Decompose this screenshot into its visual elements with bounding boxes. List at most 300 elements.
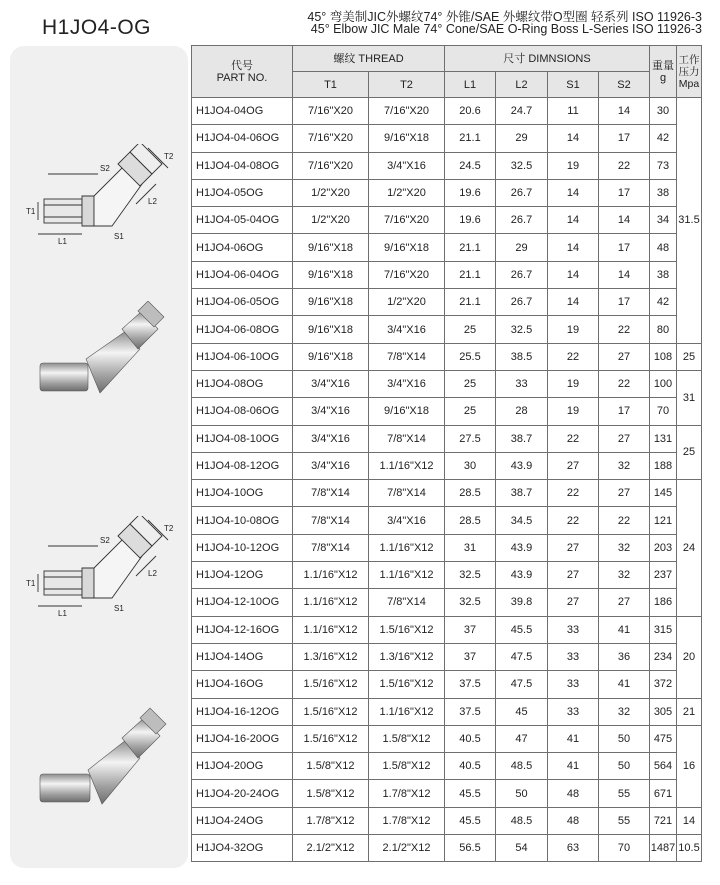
- cell-weight: 186: [650, 589, 677, 616]
- cell-t1: 9/16"X18: [293, 234, 369, 261]
- table-row: [192, 562, 702, 589]
- cell-l2: 50: [496, 780, 548, 807]
- cell-s2: 22: [599, 370, 650, 397]
- table-row: [192, 698, 702, 725]
- cell-l1: 25: [445, 398, 496, 425]
- cell-weight: 145: [650, 480, 677, 507]
- cell-part-no: H1JO4-05-04OG: [192, 207, 293, 234]
- cell-t2: 1.1/16"X12: [369, 698, 445, 725]
- cell-t1: 1.5/16"X12: [293, 698, 369, 725]
- cell-t1: 1/2"X20: [293, 207, 369, 234]
- cell-l2: 28: [496, 398, 548, 425]
- cell-s1: 33: [548, 616, 599, 643]
- cell-l1: 37.5: [445, 698, 496, 725]
- cell-t2: 1.5/8"X12: [369, 753, 445, 780]
- cell-l1: 28.5: [445, 507, 496, 534]
- table-row: [192, 398, 702, 425]
- cell-t2: 1.3/16"X12: [369, 643, 445, 670]
- cell-t2: 1/2"X20: [369, 289, 445, 316]
- table-row: [192, 480, 702, 507]
- cell-weight: 121: [650, 507, 677, 534]
- cell-weight: 73: [650, 152, 677, 179]
- cell-part-no: H1JO4-06-08OG: [192, 316, 293, 343]
- cell-pressure: 25: [677, 343, 702, 370]
- table-row: [192, 507, 702, 534]
- cell-t2: 3/4"X16: [369, 507, 445, 534]
- dim-label-l1: L1: [58, 609, 67, 618]
- cell-weight: 38: [650, 261, 677, 288]
- cell-part-no: H1JO4-06OG: [192, 234, 293, 261]
- table-row: [192, 179, 702, 206]
- cell-s1: 14: [548, 289, 599, 316]
- cell-l2: 38.7: [496, 480, 548, 507]
- table-row: [192, 370, 702, 397]
- cell-l1: 40.5: [445, 725, 496, 752]
- table-row: [192, 589, 702, 616]
- cell-part-no: H1JO4-10-12OG: [192, 534, 293, 561]
- subtitle-chinese: 45° 弯美制JIC外螺纹74° 外锥/SAE 外螺纹带O型圈 轻系列 ISO 11926-3: [307, 10, 702, 24]
- cell-t1: 1/2"X20: [293, 179, 369, 206]
- cell-l2: 26.7: [496, 289, 548, 316]
- cell-weight: 1487: [650, 835, 677, 862]
- dim-label-l2: L2: [148, 569, 157, 578]
- table-row: [192, 125, 702, 152]
- cell-s2: 55: [599, 780, 650, 807]
- cell-l1: 40.5: [445, 753, 496, 780]
- table-row: [192, 807, 702, 834]
- cell-t1: 2.1/2"X12: [293, 835, 369, 862]
- cell-part-no: H1JO4-06-10OG: [192, 343, 293, 370]
- cell-t1: 9/16"X18: [293, 316, 369, 343]
- cell-t2: 1.5/16"X12: [369, 671, 445, 698]
- cell-s2: 17: [599, 179, 650, 206]
- cell-part-no: H1JO4-12OG: [192, 562, 293, 589]
- cell-part-no: H1JO4-08-06OG: [192, 398, 293, 425]
- cell-l1: 21.1: [445, 261, 496, 288]
- cell-s1: 33: [548, 643, 599, 670]
- cell-t2: 1.1/16"X12: [369, 534, 445, 561]
- cell-part-no: H1JO4-12-10OG: [192, 589, 293, 616]
- cell-weight: 237: [650, 562, 677, 589]
- cell-weight: 234: [650, 643, 677, 670]
- cell-l2: 26.7: [496, 261, 548, 288]
- cell-weight: 70: [650, 398, 677, 425]
- cell-s2: 17: [599, 125, 650, 152]
- cell-t2: 7/8"X14: [369, 480, 445, 507]
- cell-l2: 34.5: [496, 507, 548, 534]
- cell-part-no: H1JO4-04-08OG: [192, 152, 293, 179]
- cell-t1: 7/16"X20: [293, 152, 369, 179]
- cell-s1: 22: [548, 507, 599, 534]
- cell-weight: 42: [650, 125, 677, 152]
- cell-s1: 33: [548, 671, 599, 698]
- cell-part-no: H1JO4-20OG: [192, 753, 293, 780]
- cell-l2: 47.5: [496, 643, 548, 670]
- cell-l1: 37: [445, 643, 496, 670]
- cell-t2: 7/16"X20: [369, 98, 445, 125]
- cell-weight: 131: [650, 425, 677, 452]
- cell-t1: 1.5/8"X12: [293, 780, 369, 807]
- header-part-no-en: PART NO.: [216, 71, 268, 84]
- table-row: [192, 261, 702, 288]
- cell-t2: 1.7/8"X12: [369, 780, 445, 807]
- product-photo-bottom: [30, 706, 170, 816]
- cell-part-no: H1JO4-06-05OG: [192, 289, 293, 316]
- dimension-drawing-top: [18, 144, 183, 249]
- cell-s2: 22: [599, 507, 650, 534]
- dim-label-t1: T1: [26, 207, 36, 216]
- dim-label-l1: L1: [58, 237, 67, 246]
- cell-t2: 1.7/8"X12: [369, 807, 445, 834]
- table-row: [192, 316, 702, 343]
- cell-s2: 50: [599, 753, 650, 780]
- header-t1: T1: [293, 72, 369, 98]
- header-t2: T2: [369, 72, 445, 98]
- cell-t2: 7/16"X20: [369, 207, 445, 234]
- cell-l1: 21.1: [445, 125, 496, 152]
- cell-s1: 19: [548, 370, 599, 397]
- cell-weight: 475: [650, 725, 677, 752]
- table-row: [192, 207, 702, 234]
- cell-l2: 45.5: [496, 616, 548, 643]
- spec-table-body: [192, 98, 702, 862]
- cell-s2: 17: [599, 234, 650, 261]
- cell-s2: 32: [599, 534, 650, 561]
- header-l1: L1: [445, 72, 496, 98]
- cell-t1: 1.7/8"X12: [293, 807, 369, 834]
- dim-label-l2: L2: [148, 197, 157, 206]
- cell-l1: 32.5: [445, 562, 496, 589]
- cell-part-no: H1JO4-08-10OG: [192, 425, 293, 452]
- cell-part-no: H1JO4-16OG: [192, 671, 293, 698]
- cell-l2: 33: [496, 370, 548, 397]
- cell-pressure: 16: [677, 725, 702, 807]
- cell-weight: 48: [650, 234, 677, 261]
- cell-l1: 19.6: [445, 179, 496, 206]
- dim-label-s2: S2: [100, 164, 110, 173]
- cell-t1: 9/16"X18: [293, 261, 369, 288]
- cell-l2: 45: [496, 698, 548, 725]
- cell-weight: 372: [650, 671, 677, 698]
- subtitle-english: 45° Elbow JIC Male 74° Cone/SAE O-Ring Boss L-Series ISO 11926-3: [310, 22, 702, 36]
- table-row: [192, 152, 702, 179]
- header-part-no-cn: 代号: [231, 59, 253, 72]
- cell-l1: 24.5: [445, 152, 496, 179]
- cell-l1: 45.5: [445, 807, 496, 834]
- cell-s1: 27: [548, 534, 599, 561]
- table-row: [192, 425, 702, 452]
- cell-s1: 22: [548, 425, 599, 452]
- cell-s1: 14: [548, 261, 599, 288]
- cell-pressure: 31.5: [677, 98, 702, 344]
- cell-weight: 671: [650, 780, 677, 807]
- cell-s2: 70: [599, 835, 650, 862]
- cell-t2: 1.1/16"X12: [369, 562, 445, 589]
- cell-part-no: H1JO4-08-12OG: [192, 452, 293, 479]
- cell-weight: 42: [650, 289, 677, 316]
- cell-l2: 47: [496, 725, 548, 752]
- cell-s1: 27: [548, 452, 599, 479]
- cell-s1: 11: [548, 98, 599, 125]
- cell-part-no: H1JO4-10-08OG: [192, 507, 293, 534]
- cell-t1: 7/8"X14: [293, 480, 369, 507]
- cell-s1: 27: [548, 589, 599, 616]
- cell-l1: 19.6: [445, 207, 496, 234]
- cell-s2: 22: [599, 152, 650, 179]
- cell-s1: 14: [548, 179, 599, 206]
- cell-s1: 33: [548, 698, 599, 725]
- cell-pressure: 14: [677, 807, 702, 834]
- cell-s2: 22: [599, 316, 650, 343]
- cell-s1: 19: [548, 152, 599, 179]
- header-weight-cn: 重量: [652, 59, 674, 72]
- cell-part-no: H1JO4-10OG: [192, 480, 293, 507]
- cell-t1: 3/4"X16: [293, 398, 369, 425]
- cell-t2: 9/16"X18: [369, 234, 445, 261]
- cell-l2: 29: [496, 234, 548, 261]
- header-pressure-cn: 工作压力: [678, 53, 700, 78]
- cell-l2: 24.7: [496, 98, 548, 125]
- cell-s1: 41: [548, 753, 599, 780]
- cell-l1: 27.5: [445, 425, 496, 452]
- cell-l2: 26.7: [496, 207, 548, 234]
- cell-l2: 48.5: [496, 807, 548, 834]
- cell-part-no: H1JO4-04-06OG: [192, 125, 293, 152]
- cell-l2: 43.9: [496, 562, 548, 589]
- header-weight-unit: g: [659, 71, 667, 84]
- cell-l2: 54: [496, 835, 548, 862]
- cell-t1: 7/16"X20: [293, 125, 369, 152]
- cell-s2: 36: [599, 643, 650, 670]
- cell-t2: 9/16"X18: [369, 125, 445, 152]
- cell-t1: 9/16"X18: [293, 289, 369, 316]
- cell-weight: 34: [650, 207, 677, 234]
- dim-label-s2: S2: [100, 536, 110, 545]
- cell-s1: 14: [548, 234, 599, 261]
- cell-l1: 45.5: [445, 780, 496, 807]
- spec-table: [191, 45, 702, 862]
- cell-t1: 7/8"X14: [293, 534, 369, 561]
- cell-l2: 48.5: [496, 753, 548, 780]
- cell-s1: 14: [548, 207, 599, 234]
- cell-weight: 315: [650, 616, 677, 643]
- cell-part-no: H1JO4-16-12OG: [192, 698, 293, 725]
- cell-l1: 25: [445, 370, 496, 397]
- cell-t1: 3/4"X16: [293, 425, 369, 452]
- header-pressure: [677, 46, 702, 98]
- table-row: [192, 643, 702, 670]
- cell-l2: 39.8: [496, 589, 548, 616]
- cell-t1: 7/16"X20: [293, 98, 369, 125]
- cell-l1: 21.1: [445, 234, 496, 261]
- product-photo-top: [30, 301, 170, 406]
- cell-s2: 14: [599, 261, 650, 288]
- cell-t1: 3/4"X16: [293, 452, 369, 479]
- dim-label-t2: T2: [164, 524, 174, 533]
- cell-pressure: 25: [677, 425, 702, 480]
- table-row: [192, 725, 702, 752]
- cell-pressure: 10.5: [677, 835, 702, 862]
- figure-panel: [10, 46, 188, 868]
- table-row: [192, 616, 702, 643]
- cell-l1: 56.5: [445, 835, 496, 862]
- cell-part-no: H1JO4-12-16OG: [192, 616, 293, 643]
- cell-t1: 3/4"X16: [293, 370, 369, 397]
- cell-l1: 32.5: [445, 589, 496, 616]
- cell-l2: 29: [496, 125, 548, 152]
- cell-t2: 3/4"X16: [369, 370, 445, 397]
- header-s2: S2: [599, 72, 650, 98]
- cell-t1: 1.1/16"X12: [293, 616, 369, 643]
- cell-l2: 32.5: [496, 152, 548, 179]
- cell-part-no: H1JO4-16-20OG: [192, 725, 293, 752]
- cell-s2: 41: [599, 616, 650, 643]
- table-row: [192, 534, 702, 561]
- cell-weight: 80: [650, 316, 677, 343]
- cell-part-no: H1JO4-32OG: [192, 835, 293, 862]
- cell-t1: 9/16"X18: [293, 343, 369, 370]
- cell-l1: 20.6: [445, 98, 496, 125]
- cell-weight: 564: [650, 753, 677, 780]
- cell-l1: 37.5: [445, 671, 496, 698]
- cell-s2: 14: [599, 207, 650, 234]
- cell-s2: 41: [599, 671, 650, 698]
- cell-s2: 55: [599, 807, 650, 834]
- cell-l1: 37: [445, 616, 496, 643]
- cell-weight: 188: [650, 452, 677, 479]
- table-row: [192, 452, 702, 479]
- cell-s2: 14: [599, 98, 650, 125]
- cell-s2: 27: [599, 480, 650, 507]
- cell-s1: 48: [548, 780, 599, 807]
- cell-weight: 100: [650, 370, 677, 397]
- cell-t1: 1.1/16"X12: [293, 562, 369, 589]
- cell-s1: 19: [548, 316, 599, 343]
- cell-l2: 43.9: [496, 452, 548, 479]
- cell-l2: 38.5: [496, 343, 548, 370]
- cell-part-no: H1JO4-20-24OG: [192, 780, 293, 807]
- cell-pressure: 20: [677, 616, 702, 698]
- cell-weight: 108: [650, 343, 677, 370]
- page-title: H1JO4-OG: [42, 16, 152, 39]
- cell-s1: 22: [548, 343, 599, 370]
- cell-weight: 305: [650, 698, 677, 725]
- cell-t1: 1.5/16"X12: [293, 671, 369, 698]
- cell-s2: 27: [599, 343, 650, 370]
- cell-l2: 38.7: [496, 425, 548, 452]
- cell-l1: 31: [445, 534, 496, 561]
- cell-pressure: 21: [677, 698, 702, 725]
- cell-s1: 63: [548, 835, 599, 862]
- cell-weight: 203: [650, 534, 677, 561]
- cell-s2: 27: [599, 589, 650, 616]
- cell-pressure: 24: [677, 480, 702, 616]
- cell-s2: 32: [599, 698, 650, 725]
- cell-t2: 7/8"X14: [369, 589, 445, 616]
- cell-t2: 1.5/16"X12: [369, 616, 445, 643]
- cell-s1: 14: [548, 125, 599, 152]
- cell-t1: 1.3/16"X12: [293, 643, 369, 670]
- cell-weight: 30: [650, 98, 677, 125]
- dimension-drawing-bottom: [18, 516, 183, 621]
- table-row: [192, 780, 702, 807]
- cell-t1: 1.1/16"X12: [293, 589, 369, 616]
- cell-s1: 27: [548, 562, 599, 589]
- cell-t2: 9/16"X18: [369, 398, 445, 425]
- cell-l1: 28.5: [445, 480, 496, 507]
- cell-t1: 1.5/16"X12: [293, 725, 369, 752]
- table-row: [192, 835, 702, 862]
- cell-weight: 721: [650, 807, 677, 834]
- header-l2: L2: [496, 72, 548, 98]
- cell-t2: 3/4"X16: [369, 152, 445, 179]
- cell-t2: 2.1/2"X12: [369, 835, 445, 862]
- cell-part-no: H1JO4-04OG: [192, 98, 293, 125]
- cell-t2: 3/4"X16: [369, 316, 445, 343]
- cell-t2: 1.5/8"X12: [369, 725, 445, 752]
- table-row: [192, 289, 702, 316]
- cell-l1: 21.1: [445, 289, 496, 316]
- header-part-no: [192, 46, 293, 98]
- cell-part-no: H1JO4-14OG: [192, 643, 293, 670]
- cell-t2: 7/8"X14: [369, 425, 445, 452]
- cell-pressure: 31: [677, 370, 702, 425]
- header-thread: 螺纹 THREAD: [293, 46, 445, 72]
- table-row: [192, 98, 702, 125]
- cell-s2: 50: [599, 725, 650, 752]
- cell-t2: 7/8"X14: [369, 343, 445, 370]
- cell-s1: 48: [548, 807, 599, 834]
- dim-label-t1: T1: [26, 579, 36, 588]
- cell-l1: 25: [445, 316, 496, 343]
- table-row: [192, 343, 702, 370]
- cell-t2: 1/2"X20: [369, 179, 445, 206]
- cell-part-no: H1JO4-24OG: [192, 807, 293, 834]
- cell-l2: 32.5: [496, 316, 548, 343]
- table-row: [192, 234, 702, 261]
- cell-l2: 26.7: [496, 179, 548, 206]
- cell-part-no: H1JO4-05OG: [192, 179, 293, 206]
- cell-s2: 27: [599, 425, 650, 452]
- cell-t2: 7/16"X20: [369, 261, 445, 288]
- cell-weight: 38: [650, 179, 677, 206]
- dim-label-s1: S1: [114, 604, 124, 613]
- cell-s2: 17: [599, 289, 650, 316]
- cell-s2: 32: [599, 562, 650, 589]
- cell-part-no: H1JO4-08OG: [192, 370, 293, 397]
- cell-l2: 47.5: [496, 671, 548, 698]
- cell-part-no: H1JO4-06-04OG: [192, 261, 293, 288]
- cell-s1: 19: [548, 398, 599, 425]
- table-row: [192, 671, 702, 698]
- header-pressure-unit: Mpa: [678, 77, 700, 90]
- cell-t2: 1.1/16"X12: [369, 452, 445, 479]
- cell-t1: 1.5/8"X12: [293, 753, 369, 780]
- dim-label-s1: S1: [114, 232, 124, 241]
- header-dimensions: 尺寸 DIMNSIONS: [445, 46, 650, 72]
- header-weight: [650, 46, 677, 98]
- cell-s2: 32: [599, 452, 650, 479]
- cell-s1: 22: [548, 480, 599, 507]
- cell-l1: 30: [445, 452, 496, 479]
- header-s1: S1: [548, 72, 599, 98]
- cell-s2: 17: [599, 398, 650, 425]
- cell-t1: 7/8"X14: [293, 507, 369, 534]
- cell-l1: 25.5: [445, 343, 496, 370]
- table-row: [192, 753, 702, 780]
- cell-l2: 43.9: [496, 534, 548, 561]
- cell-s1: 41: [548, 725, 599, 752]
